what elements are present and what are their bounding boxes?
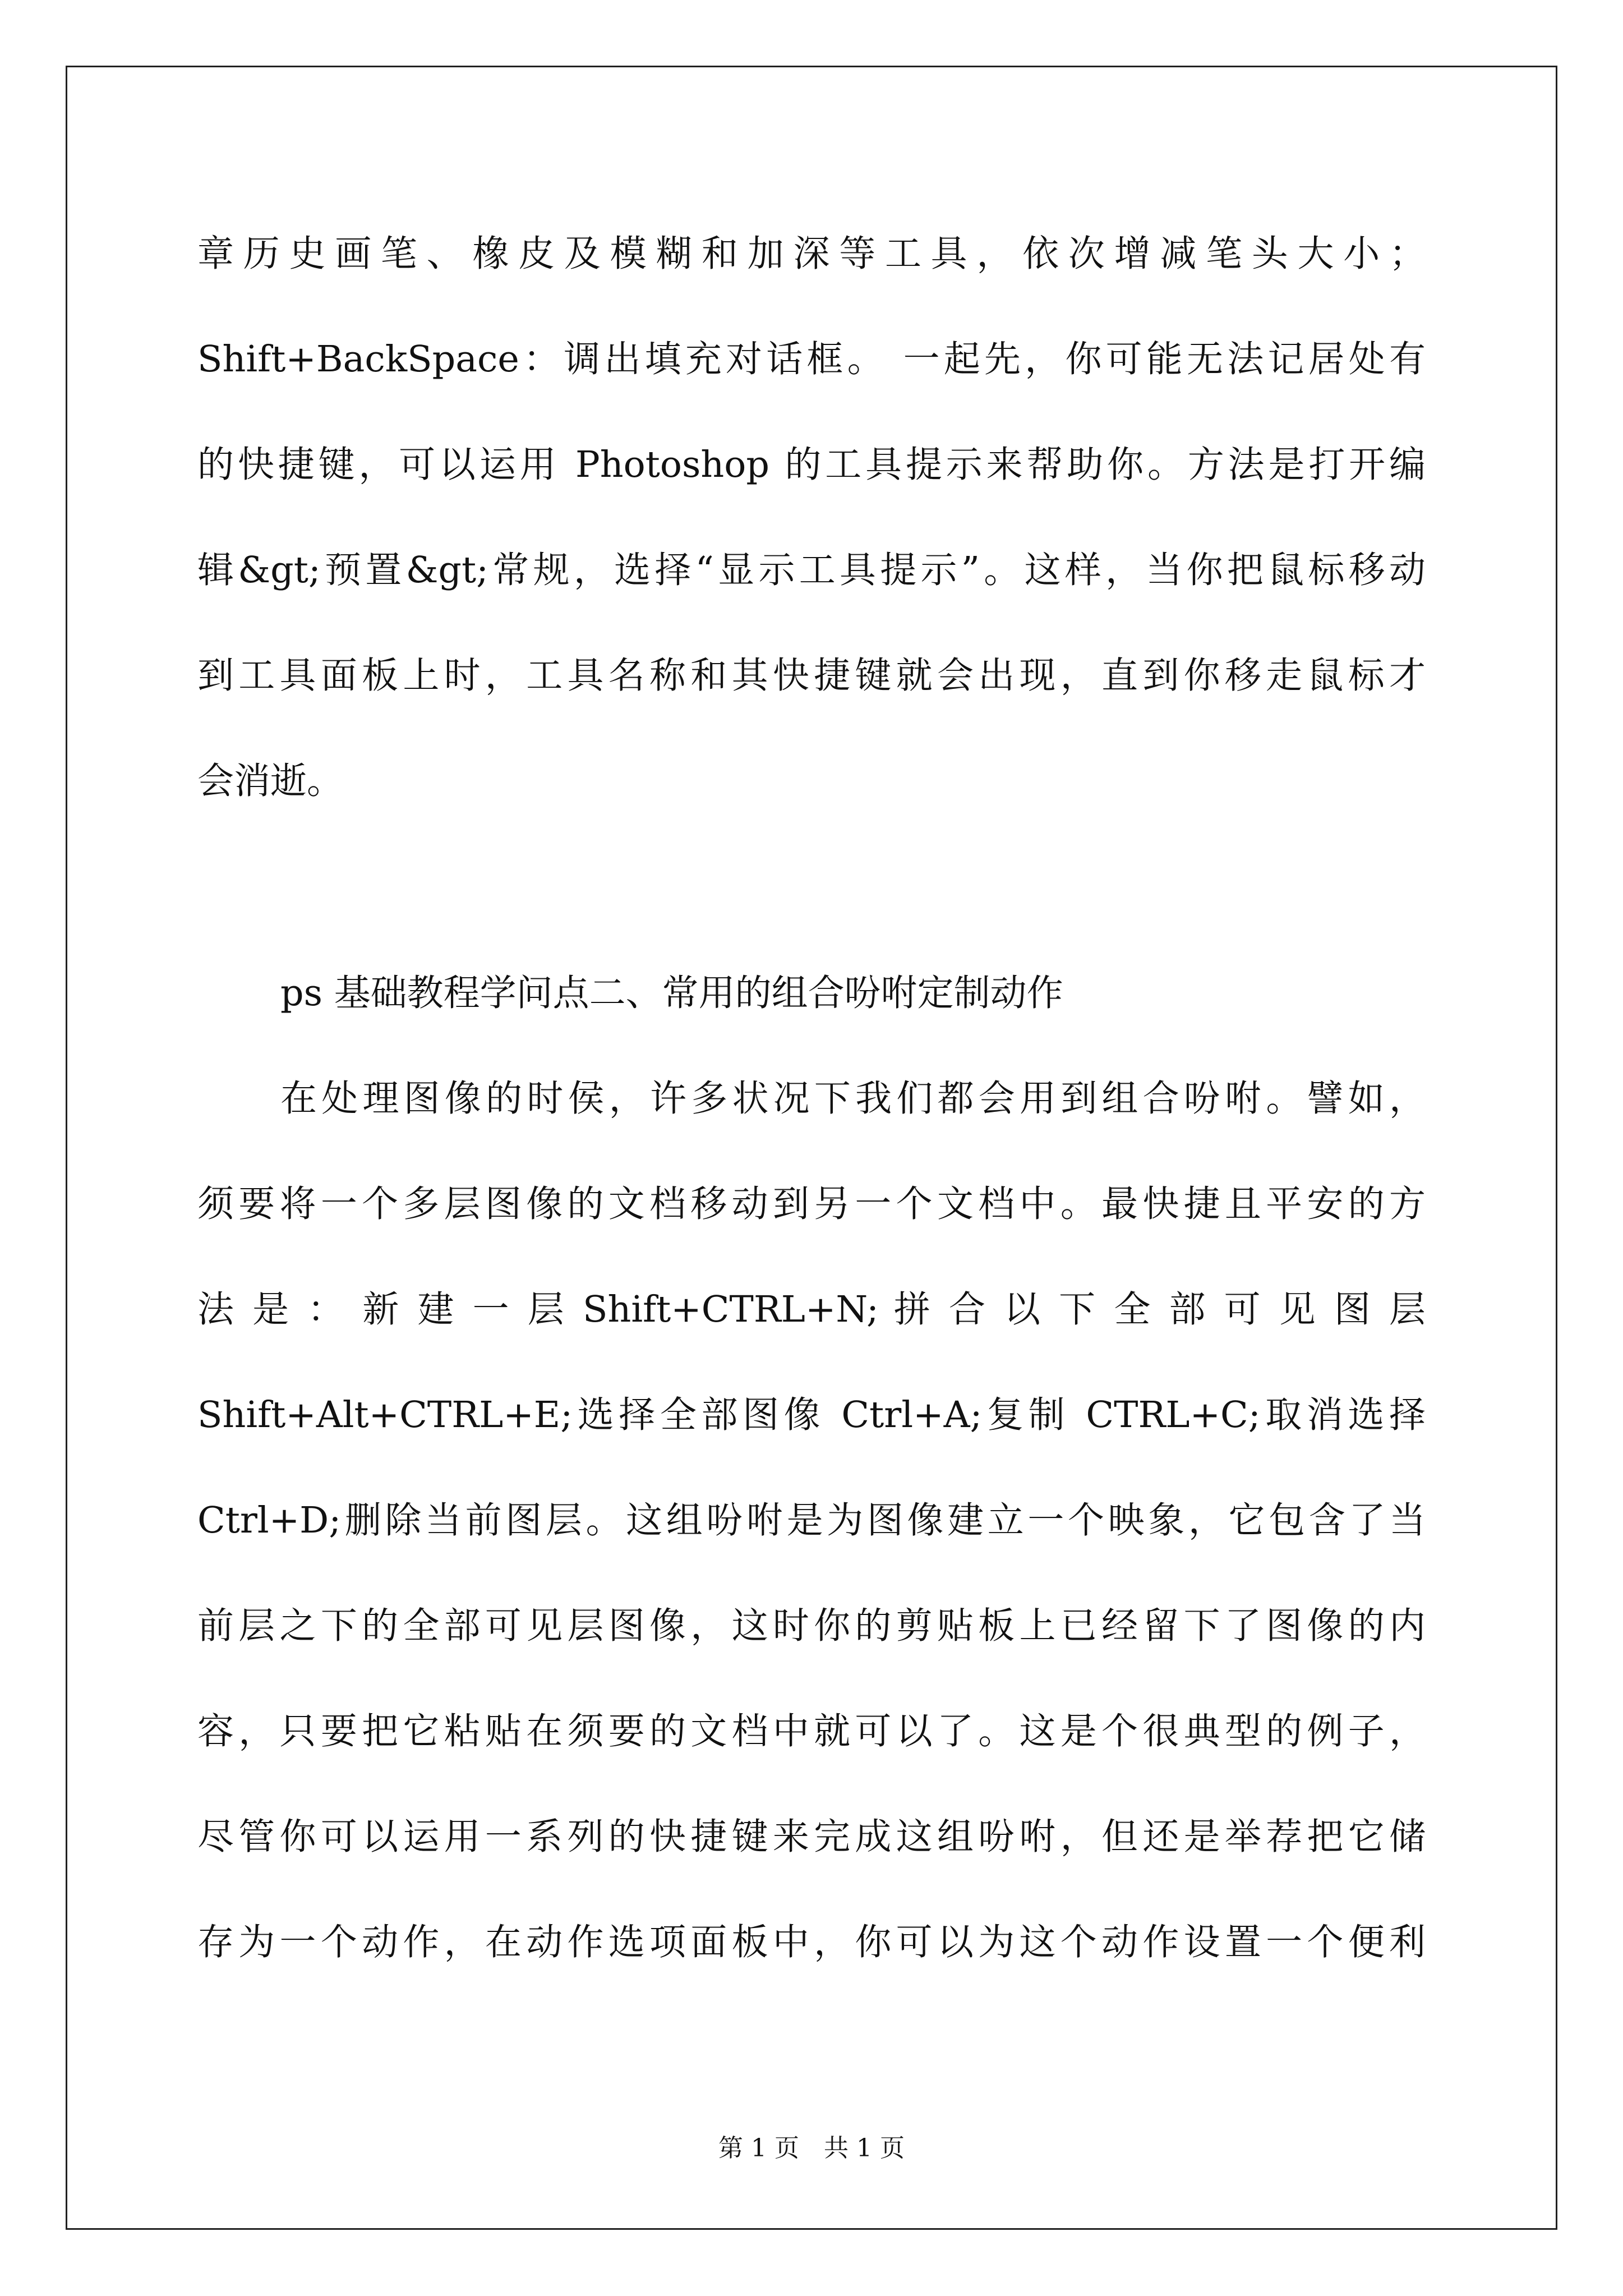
body-text-line: 到工具面板上时，工具名称和其快捷键就会出现，直到你移走鼠标才 — [197, 655, 1426, 697]
body-text-line: 前层之下的全部可见层图像，这时你的剪贴板上已经留下了图像的内 — [197, 1605, 1426, 1647]
body-text-line: 尽管你可以运用一系列的快捷键来完成这组吩咐，但还是举荐把它储 — [197, 1816, 1426, 1858]
body-text-line: 存为一个动作，在动作选项面板中，你可以为这个动作设置一个便利 — [197, 1921, 1426, 1963]
body-text-line: Ctrl+D;删除当前图层。这组吩咐是为图像建立一个映象，它包含了当 — [197, 1499, 1426, 1542]
body-text-line: 法 是 ： 新 建 一 层 Shift+CTRL+N; 拼 合 以 下 全 部 可 见 图 层 — [197, 1289, 1426, 1331]
body-text-line: 须要将一个多层图像的文档移动到另一个文档中。最快捷且平安的方 — [197, 1183, 1426, 1225]
page-border — [66, 66, 1557, 2230]
body-text-line: Shift+BackSpace：调出填充对话框。 一起先，你可能无法记居处有 — [197, 338, 1426, 380]
body-text-line: 会消逝。 — [197, 760, 344, 802]
body-text-line: Shift+Alt+CTRL+E;选择全部图像 Ctrl+A;复制 CTRL+C;取消选择 — [197, 1394, 1426, 1436]
page-footer: 第 1 页 共 1 页 — [718, 2134, 905, 2162]
body-text-line: 的快捷键，可以运用 Photoshop 的工具提示来帮助你。方法是打开编 — [197, 444, 1426, 486]
body-text-line: 章历史画笔、橡皮及模糊和加深等工具，依次增减笔头大小； — [197, 233, 1426, 275]
section-heading: ps 基础教程学问点二、常用的组合吩咐定制动作 — [280, 972, 1063, 1014]
body-text-line: 辑&gt;预置&gt;常规，选择“显示工具提示”。这样，当你把鼠标移动 — [197, 549, 1426, 591]
body-text-line: 容，只要把它粘贴在须要的文档中就可以了。这是个很典型的例子， — [197, 1710, 1426, 1752]
body-text-line: 在处理图像的时侯，许多状况下我们都会用到组合吩咐。譬如， — [280, 1078, 1426, 1120]
